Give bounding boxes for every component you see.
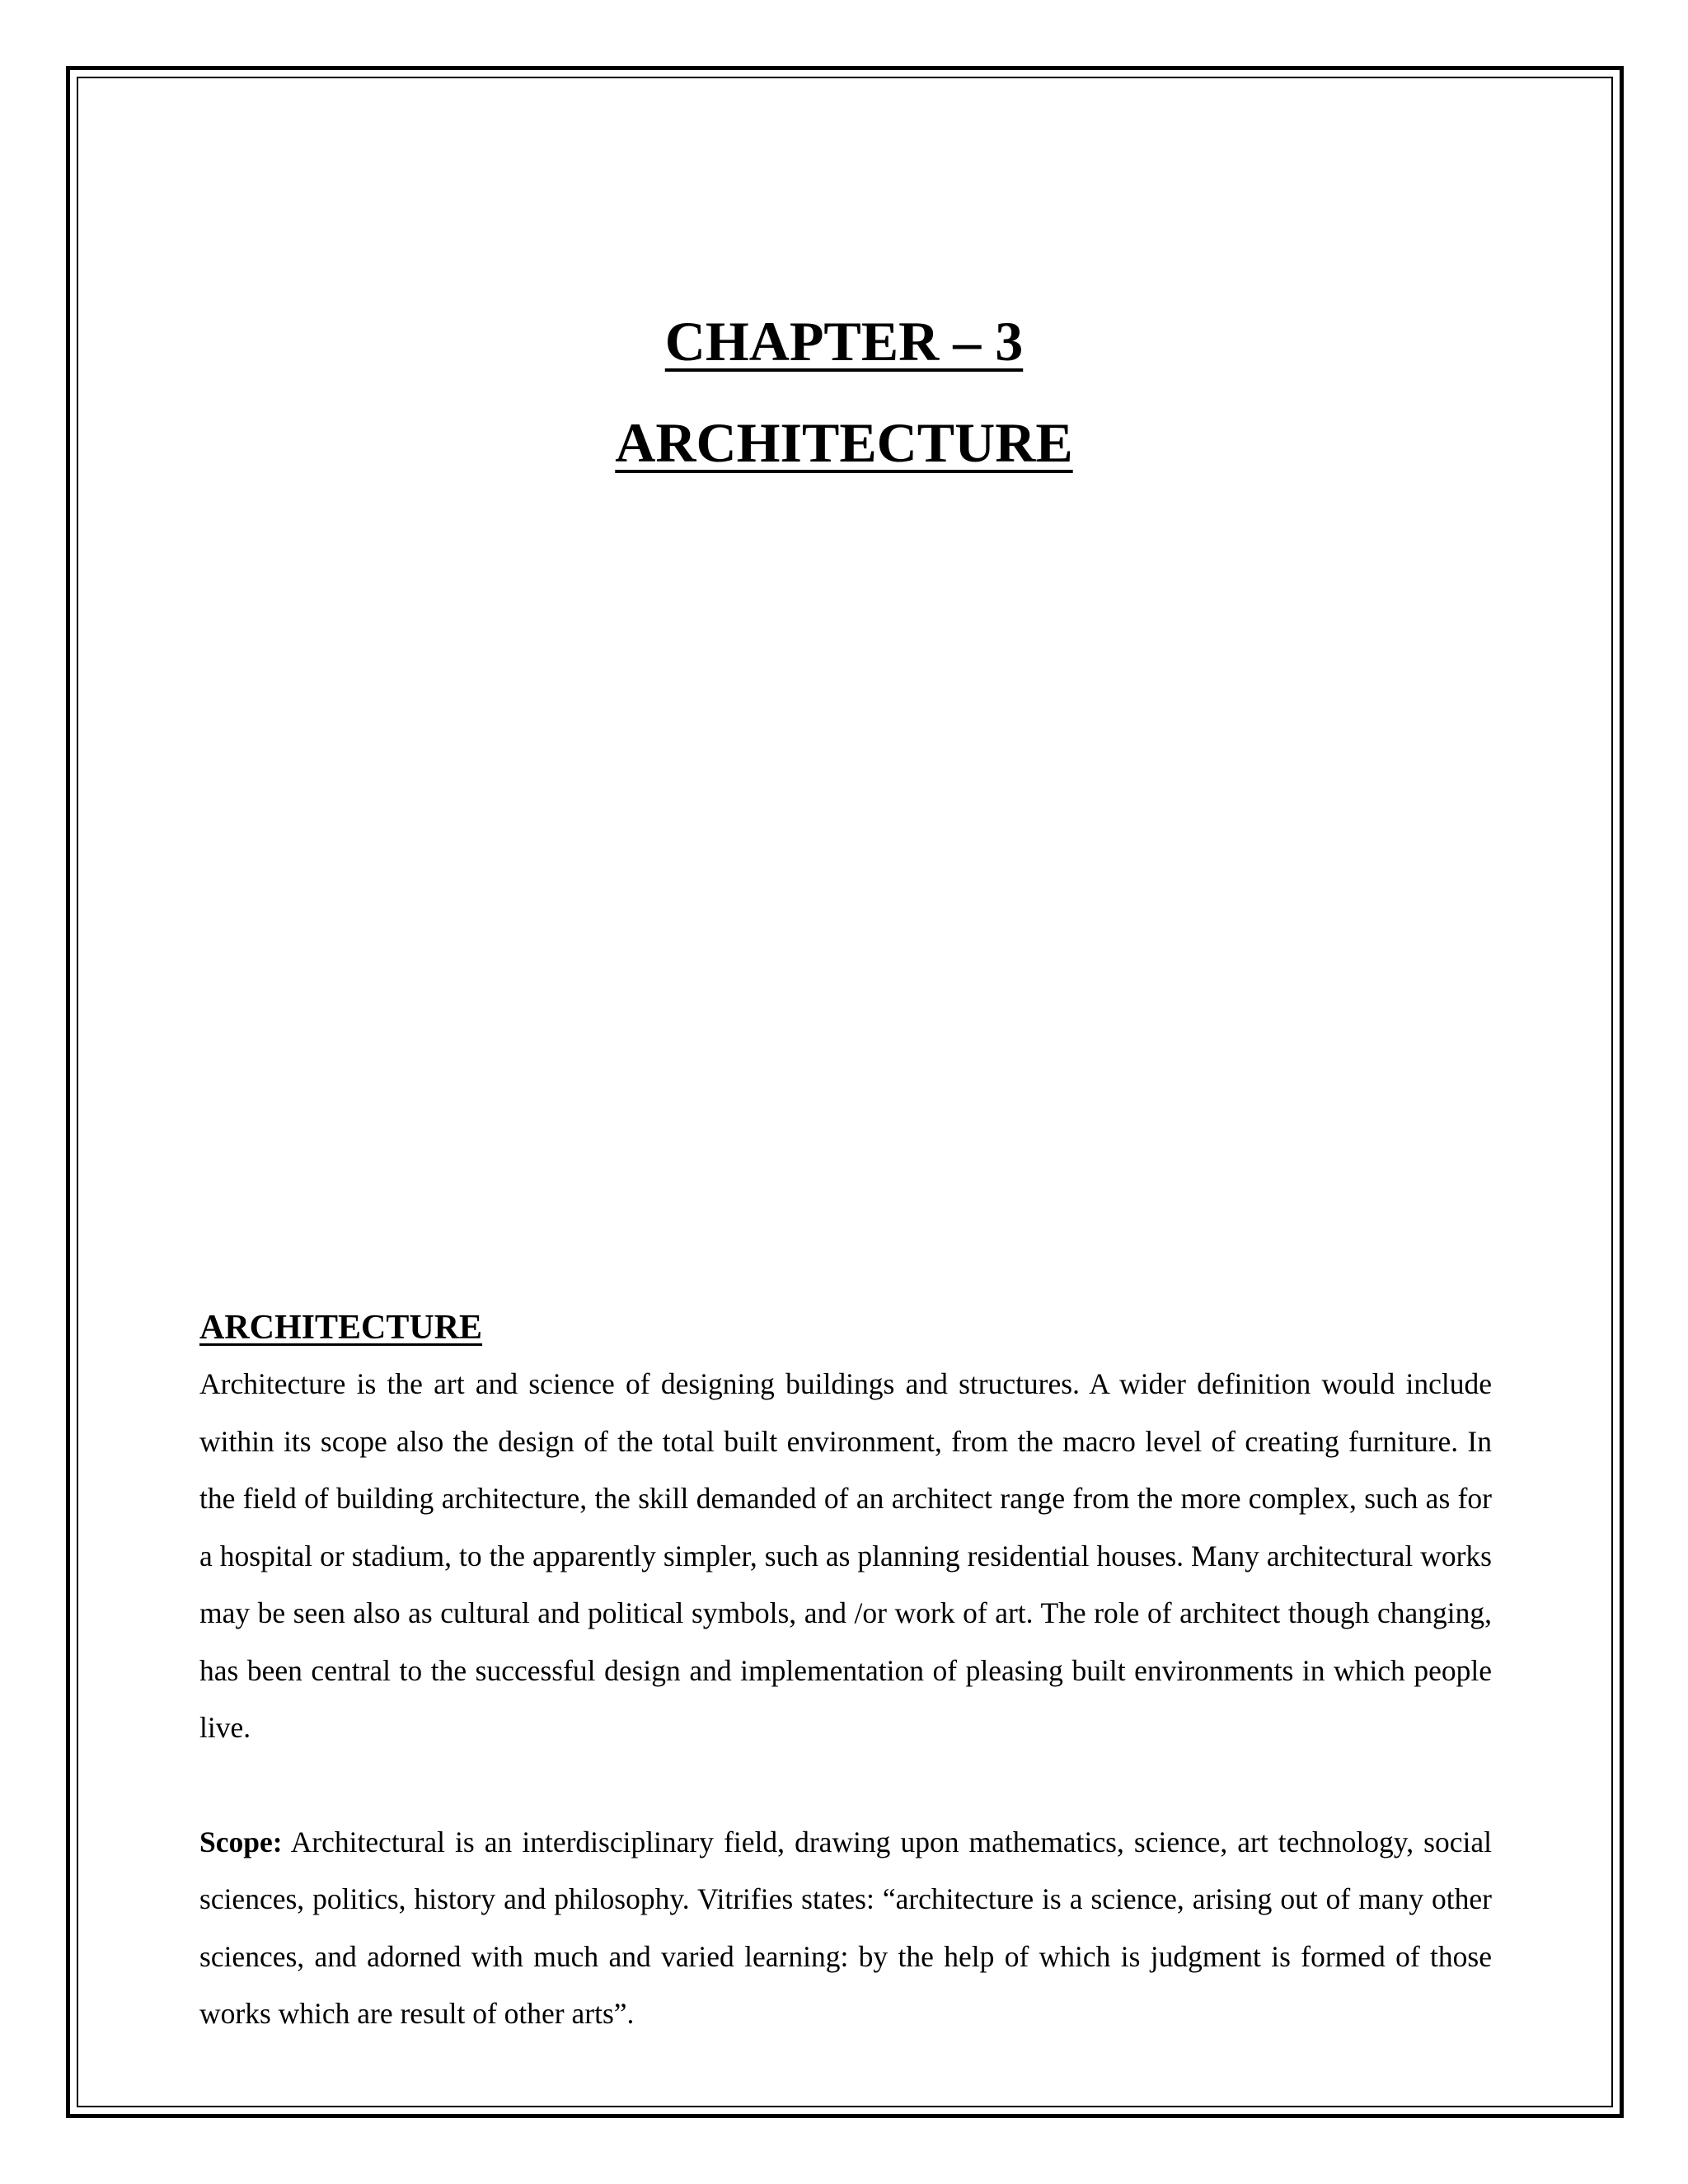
scope-label: Scope: [199,1825,283,1858]
scope-paragraph [199,1814,1492,2043]
scope-text: Architectural is an interdisciplinary field, drawing upon mathematics, science, art technology, social sciences, politics, history and philosophy. Vitrifies states: “architecture is a science, arising out of many other sciences, and adorned with much and varied learning: by the help of which is judgment is formed of those works which are result of other arts”. [199,1825,1492,2030]
paragraph-spacer [199,1757,1492,1814]
chapter-title-heading: ARCHITECTURE [615,411,1073,474]
section-heading: ARCHITECTURE [199,1309,483,1347]
chapter-number-heading: CHAPTER – 3 [664,310,1024,373]
chapter-content [199,1306,1492,2043]
architecture-paragraph: Architecture is the art and science of designing buildings and structures. A wider definition would include within its scope also the design of the total built environment, from the macro level of creating furniture. In the field of building architecture, the skill demanded of an architect range from the more complex, such as for a hospital or stadium, to the apparently simpler, such as planning residential houses. Many architectural works may be seen also as cultural and political symbols, and /or work of art. The role of architect though changing, has been central to the successful design and implementation of pleasing built environments in which people live. [199,1367,1492,1744]
